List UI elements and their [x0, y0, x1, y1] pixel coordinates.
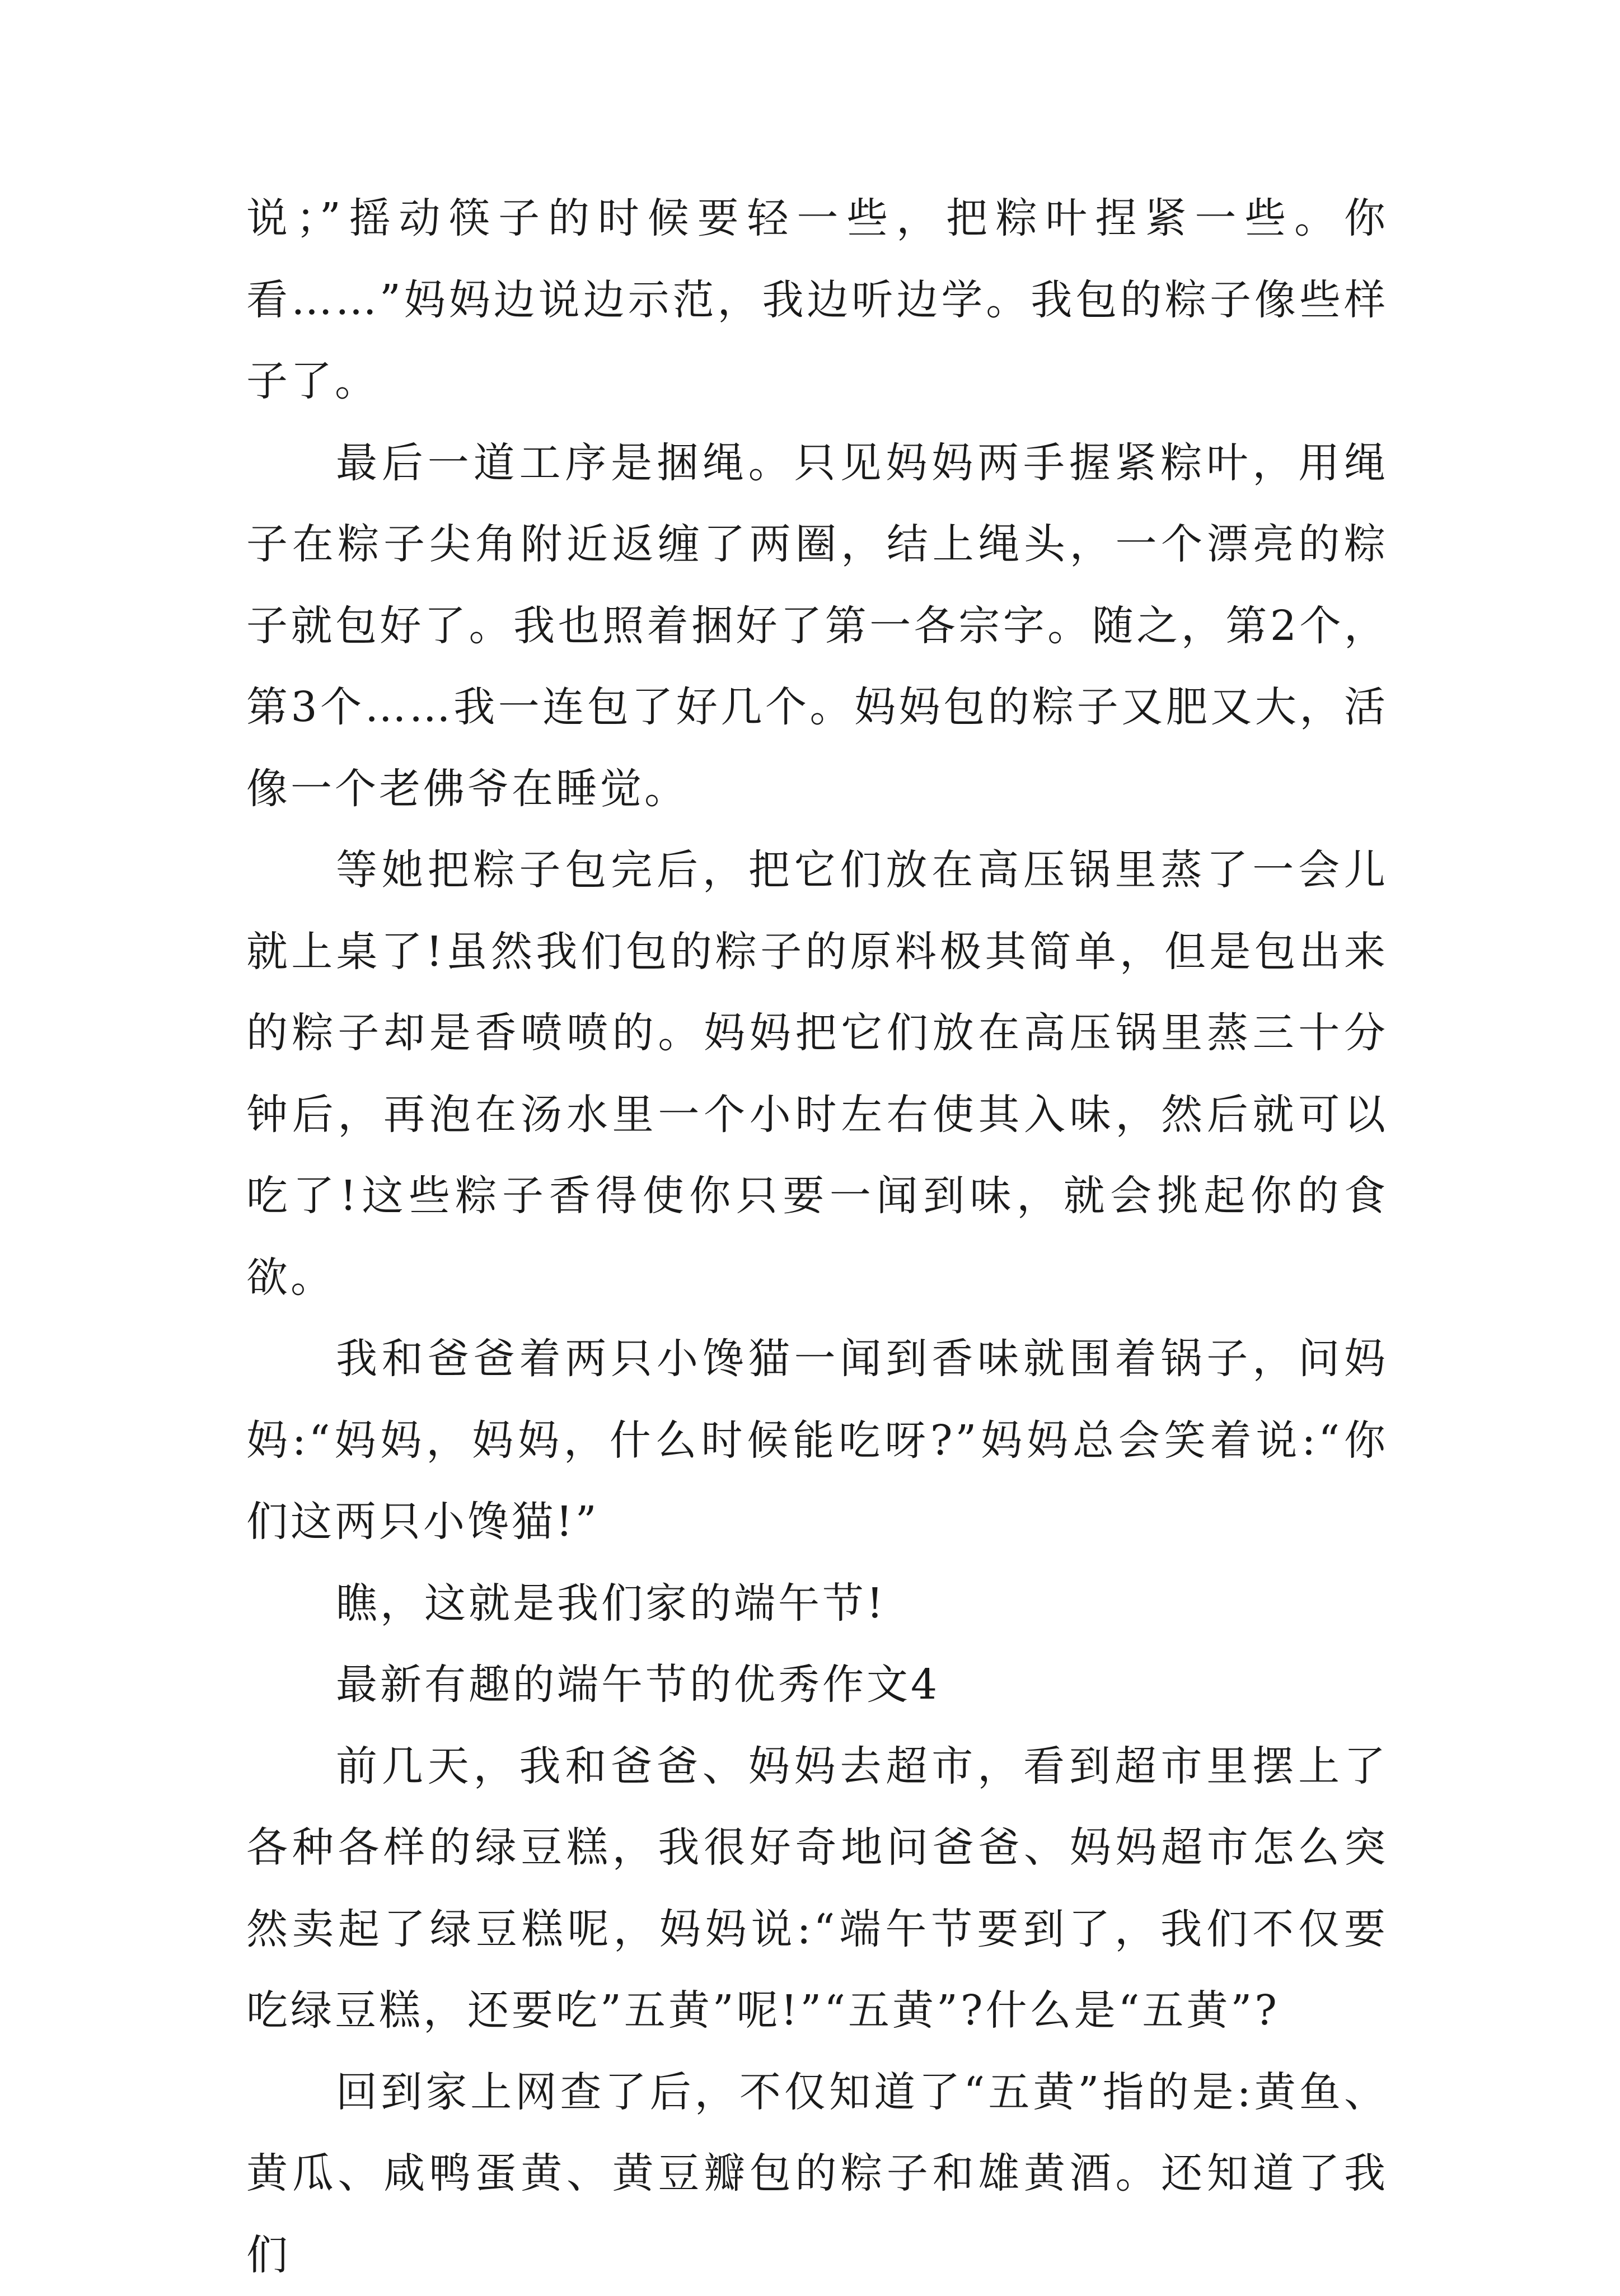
- paragraph-4: 我和爸爸着两只小馋猫一闻到香味就围着锅子，问妈妈:“妈妈，妈妈，什么时候能吃呀?”妈妈总会笑着说:“你们这两只小馋猫!”: [246, 1318, 1388, 1563]
- paragraph-6: 前几天，我和爸爸、妈妈去超市，看到超市里摆上了各种各样的绿豆糕，我很好奇地问爸爸、妈妈超市怎么突然卖起了绿豆糕呢，妈妈说:“端午节要到了，我们不仅要吃绿豆糕，还要吃”五黄”呢!”“五黄”?什么是“五黄”?: [246, 1726, 1388, 2052]
- section-heading: 最新有趣的端午节的优秀作文4: [246, 1644, 1388, 1726]
- paragraph-5: 瞧，这就是我们家的端午节!: [246, 1563, 1388, 1645]
- paragraph-1: 说；”摇动筷子的时候要轻一些，把粽叶捏紧一些。你看……”妈妈边说边示范，我边听边学。我包的粽子像些样子了。: [246, 178, 1388, 423]
- paragraph-2: 最后一道工序是捆绳。只见妈妈两手握紧粽叶，用绳子在粽子尖角附近返缠了两圈，结上绳头，一个漂亮的粽子就包好了。我也照着捆好了第一各宗字。随之，第2个，第3个……我一连包了好几个。妈妈包的粽子又肥又大，活像一个老佛爷在睡觉。: [246, 423, 1388, 830]
- document-body: [246, 178, 1388, 2296]
- paragraph-7: 回到家上网查了后，不仅知道了“五黄”指的是:黄鱼、黄瓜、咸鸭蛋黄、黄豆瓣包的粽子和雄黄酒。还知道了我们: [246, 2052, 1388, 2296]
- paragraph-3: 等她把粽子包完后，把它们放在高压锅里蒸了一会儿就上桌了!虽然我们包的粽子的原料极其简单，但是包出来的粽子却是香喷喷的。妈妈把它们放在高压锅里蒸三十分钟后，再泡在汤水里一个小时左右使其入味，然后就可以吃了!这些粽子香得使你只要一闻到味，就会挑起你的食欲。: [246, 830, 1388, 1318]
